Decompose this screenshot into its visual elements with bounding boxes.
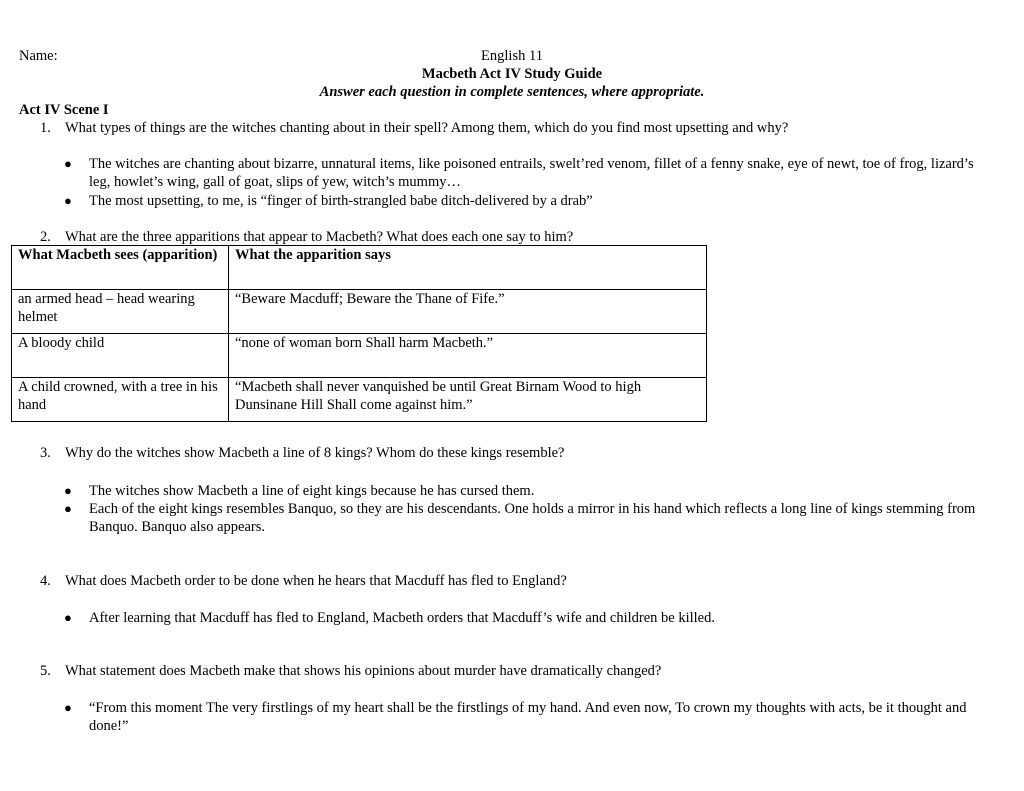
instructions: Answer each question in complete sentences, where appropriate.: [319, 84, 705, 100]
question-number: 4.: [40, 573, 51, 589]
bullet-icon: ●: [64, 501, 72, 516]
table-cell: A bloody child: [12, 334, 229, 378]
table-header-cell: What the apparition says: [229, 246, 707, 290]
question-number: 3.: [40, 445, 51, 461]
table-cell: “Beware Macduff; Beware the Thane of Fife.”: [229, 290, 707, 334]
answer-text: The most upsetting, to me, is “finger of birth-strangled babe ditch-delivered by a drab”: [89, 193, 593, 209]
question-number: 5.: [40, 663, 51, 679]
table-row: [12, 290, 707, 334]
table-cell: “Macbeth shall never vanquished be until Great Birnam Wood to high Dunsinane Hill Shall come against him.”: [229, 378, 707, 422]
question-text: What types of things are the witches chanting about in their spell? Among them, which do you find most upsetting and why?: [65, 120, 789, 136]
bullet-icon: ●: [64, 610, 72, 625]
table-row: [12, 334, 707, 378]
answer-text: After learning that Macduff has fled to England, Macbeth orders that Macduff’s wife and children be killed.: [89, 610, 715, 626]
name-label: Name:: [19, 48, 58, 64]
apparitions-table: [11, 245, 707, 422]
table-cell: A child crowned, with a tree in his hand: [12, 378, 229, 422]
question-text: Why do the witches show Macbeth a line of 8 kings? Whom do these kings resemble?: [65, 445, 565, 461]
page-title: Macbeth Act IV Study Guide: [421, 66, 603, 82]
question-text: What statement does Macbeth make that shows his opinions about murder have dramatically changed?: [65, 663, 662, 679]
section-heading: Act IV Scene I: [19, 102, 109, 118]
bullet-icon: ●: [64, 156, 72, 171]
table-cell: an armed head – head wearing helmet: [12, 290, 229, 334]
question-text: What are the three apparitions that appear to Macbeth? What does each one say to him?: [65, 229, 574, 245]
question-number: 2.: [40, 229, 51, 245]
table-header-cell: What Macbeth sees (apparition): [12, 246, 229, 290]
bullet-icon: ●: [64, 483, 72, 498]
answer-text: Each of the eight kings resembles Banquo, so they are his descendants. One holds a mirror in his hand which reflects a long line of kings stemming from Banquo. Banquo also appears.: [89, 501, 976, 535]
answer-text: “From this moment The very firstlings of my heart shall be the firstlings of my hand. And even now, To crown my thoughts with acts, be it thought and done!”: [89, 700, 967, 734]
table-row: [12, 378, 707, 422]
question-text: What does Macbeth order to be done when he hears that Macduff has fled to England?: [65, 573, 567, 589]
answer-text: The witches are chanting about bizarre, unnatural items, like poisoned entrails, swelt’red venom, fillet of a fenny snake, eye of newt, toe of frog, lizard’s leg, howlet’s wing, gall of goat, slips of yew, witch’s mummy…: [89, 156, 974, 190]
table-header-row: [12, 246, 707, 290]
table-cell: “none of woman born Shall harm Macbeth.”: [229, 334, 707, 378]
bullet-icon: ●: [64, 700, 72, 715]
bullet-icon: ●: [64, 193, 72, 208]
course-label: English 11: [481, 48, 543, 64]
answer-text: The witches show Macbeth a line of eight kings because he has cursed them.: [89, 483, 535, 499]
question-number: 1.: [40, 120, 51, 136]
